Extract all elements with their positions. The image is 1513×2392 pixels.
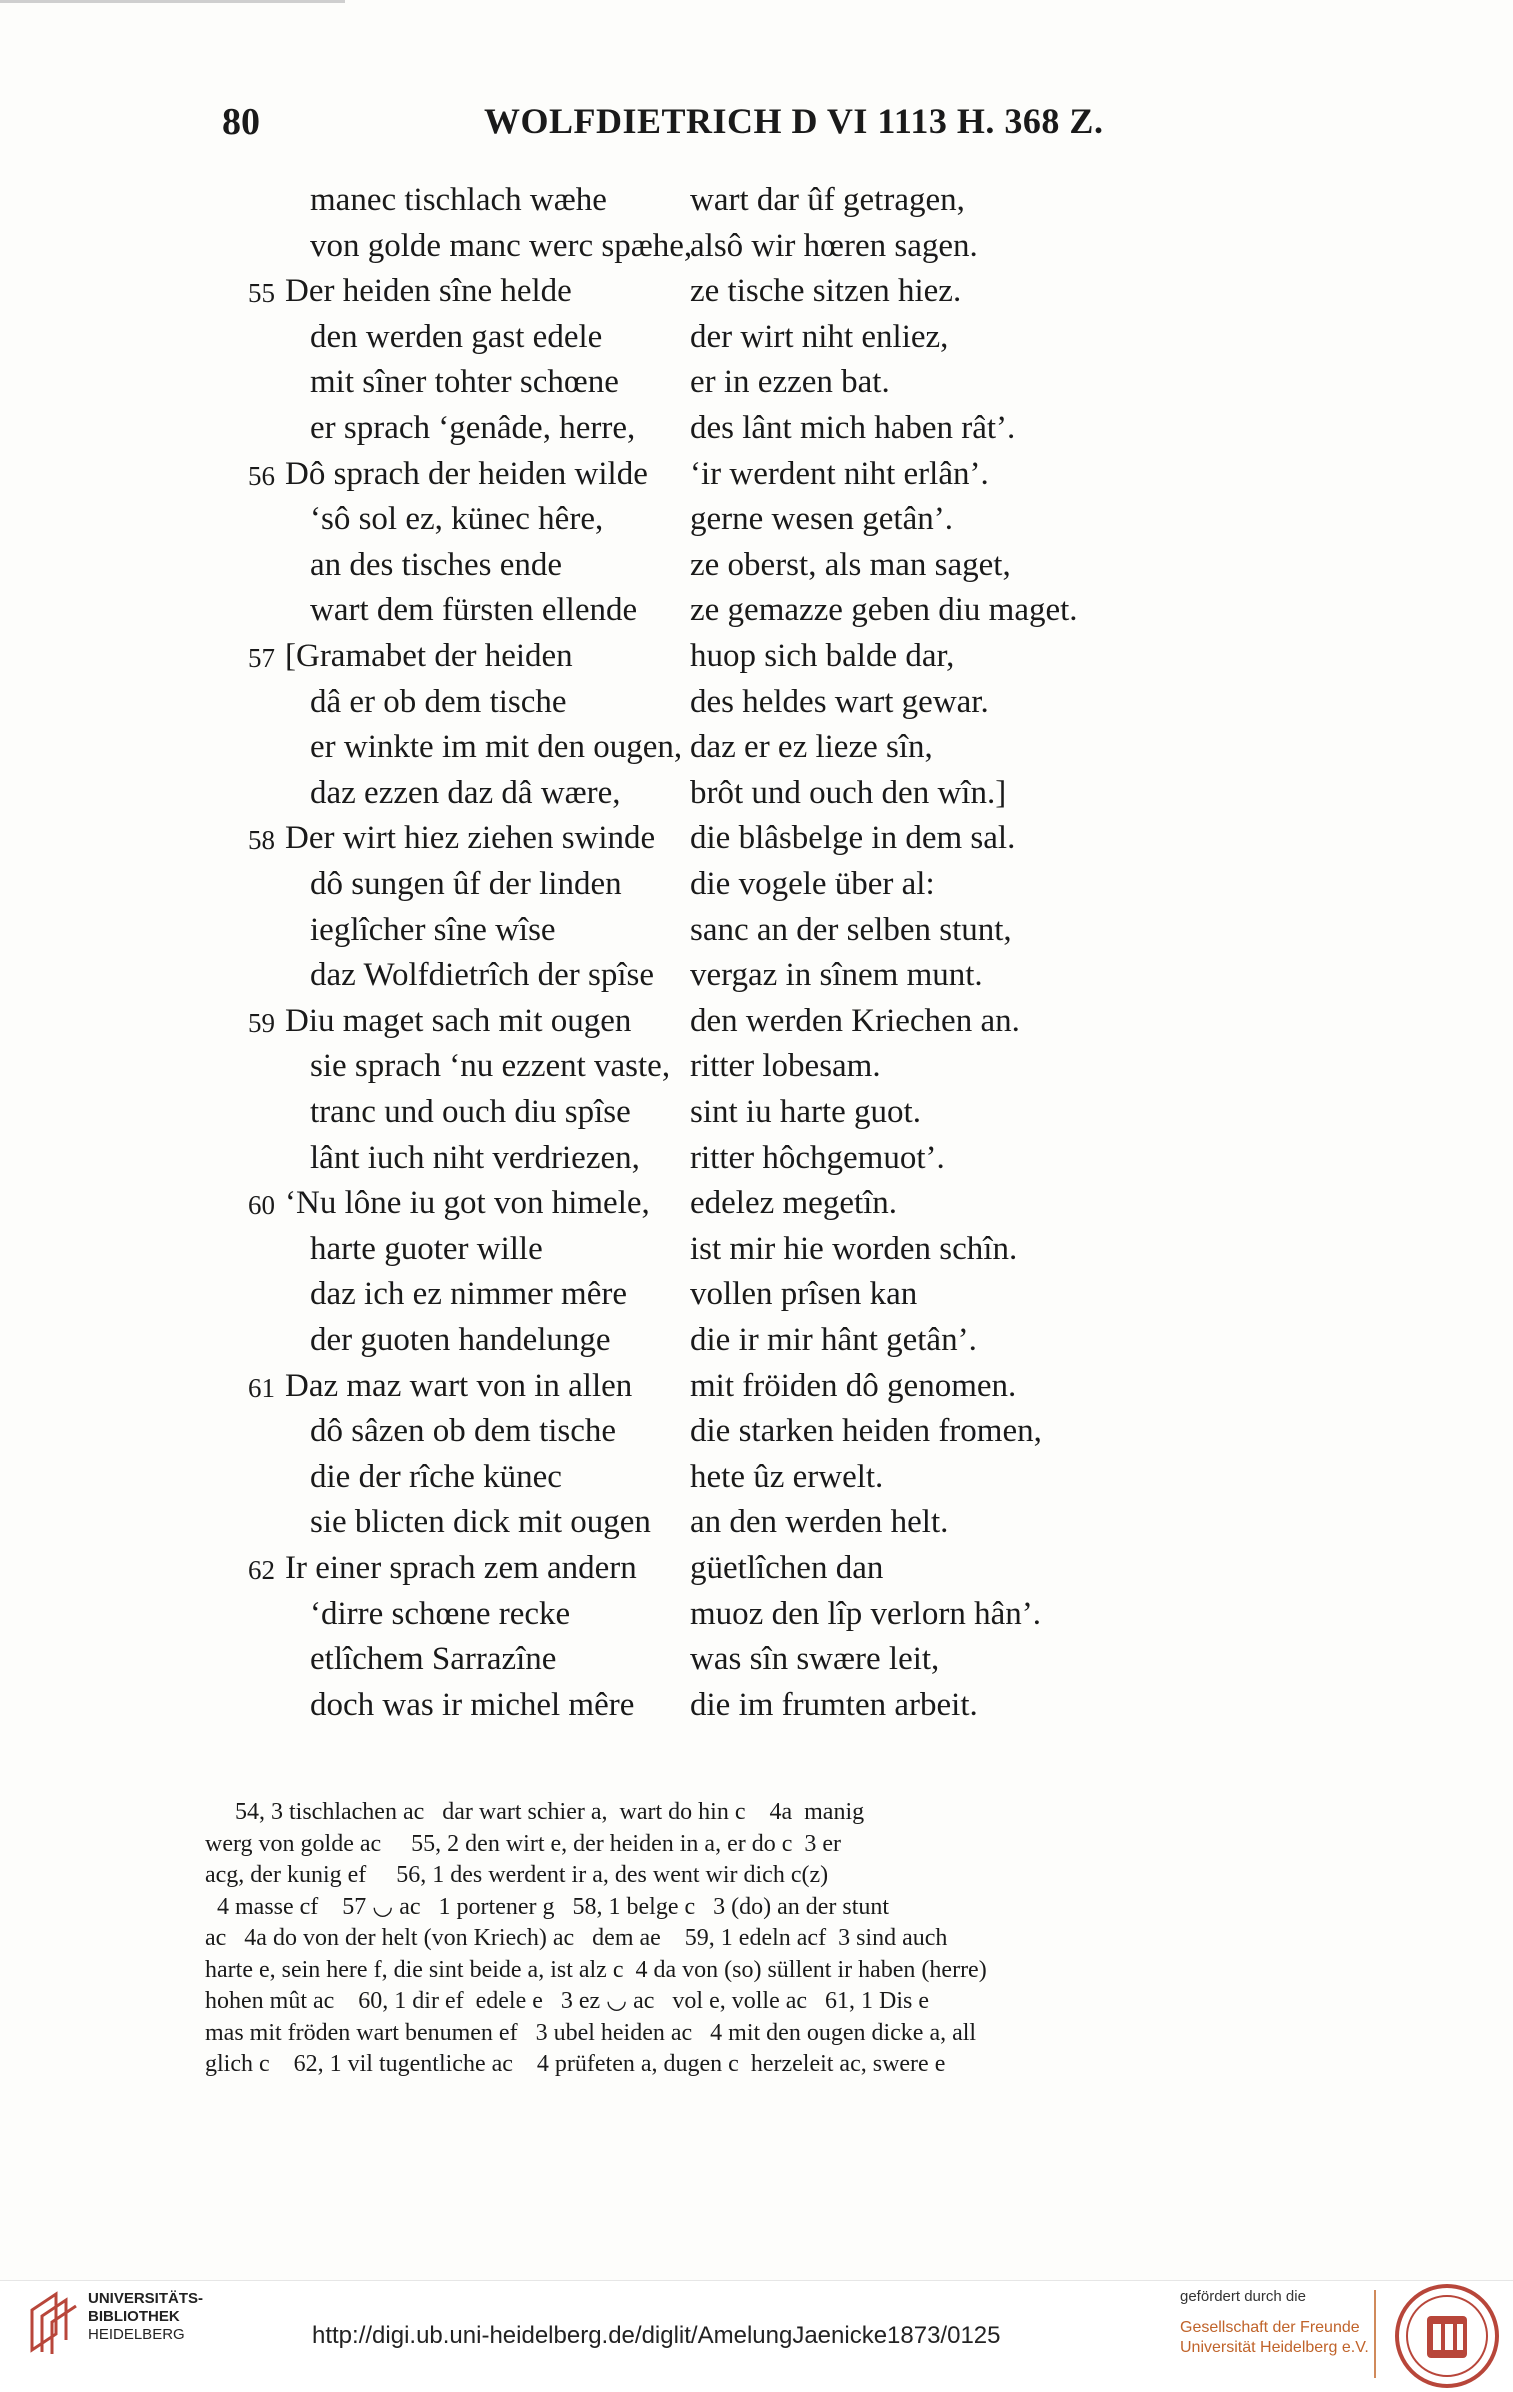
verse-first-half: ‘dirre schœne recke: [310, 1595, 571, 1632]
verse-second-half: hete ûz erwelt.: [690, 1458, 884, 1495]
verse-line: [0, 729, 1513, 775]
verse-second-half: vollen prîsen kan: [690, 1276, 918, 1313]
verse-second-half: die im frumten arbeit.: [690, 1686, 978, 1723]
verse-first-half: daz ich ez nimmer mêre: [310, 1276, 627, 1313]
verse-second-half: ist mir hie worden schîn.: [690, 1230, 1018, 1267]
verse-second-half: den werden Kriechen an.: [690, 1002, 1020, 1039]
stanza-number: 56: [248, 460, 275, 491]
verse-line: [0, 866, 1513, 912]
verse-line: [0, 1413, 1513, 1459]
verse-line: [0, 364, 1513, 410]
verse-line: [0, 182, 1513, 228]
verse-second-half: edelez megetîn.: [690, 1185, 898, 1222]
verse-line: [0, 547, 1513, 593]
verse-line: [0, 456, 1513, 502]
verse-second-half: muoz den lîp verlorn hân’.: [690, 1595, 1041, 1632]
verse-second-half: ze oberst, als man saget,: [690, 546, 1011, 583]
footnote-line: 54, 3 tischlachen ac dar wart schier a, wart do hin c 4a manig: [205, 1799, 865, 1825]
verse-first-half: daz ezzen daz dâ wære,: [310, 774, 621, 811]
verse-line: [0, 1459, 1513, 1505]
verse-line: [0, 1048, 1513, 1094]
verse-first-half: sie blicten dick mit ougen: [310, 1504, 651, 1541]
stanza-number: 55: [248, 278, 275, 309]
verse-line: [0, 1003, 1513, 1049]
verse-second-half: der wirt niht enliez,: [690, 318, 949, 355]
verse-line: [0, 1094, 1513, 1140]
verse-line: [0, 957, 1513, 1003]
verse-line: [0, 273, 1513, 319]
page-number: 80: [222, 101, 260, 143]
footnote-line: acg, der kunig ef 56, 1 des werdent ir a, des went wir dich c(z): [205, 1862, 829, 1888]
footnote-line: glich c 62, 1 vil tugentliche ac 4 prüfeten a, dugen c herzeleit ac, swere e: [205, 2051, 946, 2077]
stanza-number: 58: [248, 825, 275, 856]
verse-second-half: er in ezzen bat.: [690, 364, 890, 401]
verse-second-half: daz er ez lieze sîn,: [690, 729, 933, 766]
verse-second-half: brôt und ouch den wîn.]: [690, 774, 1007, 811]
verse-first-half: dô sâzen ob dem tische: [310, 1413, 617, 1450]
stanza-number: 59: [248, 1007, 275, 1038]
verse-line: [0, 1185, 1513, 1231]
verse-line: [0, 1550, 1513, 1596]
verse-line: [0, 1140, 1513, 1186]
verse-first-half: Ir einer sprach zem andern: [285, 1550, 637, 1586]
verse-first-half: der guoten handelunge: [310, 1322, 611, 1358]
verse-first-half: daz Wolfdietrîch der spîse: [310, 957, 655, 994]
verse-second-half: ze tische sitzen hiez.: [690, 273, 962, 310]
verse-line: [0, 912, 1513, 958]
footnote-line: mas mit fröden wart benumen ef 3 ubel heiden ac 4 mit den ougen dicke a, all: [205, 2019, 977, 2046]
verse-second-half: an den werden helt.: [690, 1504, 949, 1541]
library-name-line3: HEIDELBERG: [88, 2326, 185, 2343]
verse-second-half: die blâsbelge in dem sal.: [690, 820, 1016, 857]
verse-first-half: er winkte im mit den ougen,: [310, 729, 683, 766]
verse-second-half: mit fröiden dô genomen.: [690, 1367, 1017, 1404]
verse-line: [0, 820, 1513, 866]
verse-second-half: ‘ir werdent niht erlân’.: [690, 455, 989, 492]
verse-second-half: sint iu harte guot.: [690, 1094, 921, 1130]
footnote-line: harte e, sein here f, die sint beide a, ist alz c 4 da von (so) süllent ir haben (herre): [205, 1956, 987, 1983]
verse-first-half: Diu maget sach mit ougen: [285, 1002, 632, 1039]
footnotes: [205, 1797, 1325, 2081]
society-name-line1: Gesellschaft der Freunde: [1180, 2319, 1360, 2336]
verse-first-half: Der wirt hiez ziehen swinde: [285, 820, 656, 857]
verse-first-half: ieglîcher sîne wîse: [310, 911, 556, 948]
verse-second-half: des lânt mich haben rât’.: [690, 410, 1016, 446]
verse-line: [0, 592, 1513, 638]
verse-first-half: von golde manc werc spæhe,: [310, 227, 693, 264]
library-name-line2: BIBLIOTHEK: [88, 2308, 180, 2325]
verse-line: [0, 410, 1513, 456]
verse-line: [0, 319, 1513, 365]
footer-divider: [1374, 2290, 1376, 2378]
verse-second-half: ritter hôchgemuot’.: [690, 1139, 945, 1176]
verse-first-half: doch was ir michel mêre: [310, 1686, 635, 1723]
verse-second-half: wart dar ûf getragen,: [690, 182, 965, 218]
verse-line: [0, 775, 1513, 821]
verse-second-half: ze gemazze geben diu maget.: [690, 592, 1078, 629]
stanza-number: 57: [248, 643, 275, 673]
verse-second-half: was sîn swære leit,: [690, 1641, 940, 1678]
footnote-line: werg von golde ac 55, 2 den wirt e, der heiden in a, er do c 3 er: [205, 1830, 842, 1857]
verse-line: [0, 228, 1513, 274]
verse-second-half: vergaz in sînem munt.: [690, 957, 983, 994]
verse-first-half: tranc und ouch diu spîse: [310, 1094, 631, 1130]
stanza-number: 60: [248, 1190, 275, 1221]
verse-line: [0, 1231, 1513, 1277]
verse-line: [0, 1368, 1513, 1414]
library-name: [88, 2290, 203, 2344]
verse-second-half: ritter lobesam.: [690, 1048, 881, 1085]
verse-first-half: mit sîner tohter schœne: [310, 364, 619, 401]
page-header: [222, 100, 1122, 150]
verse-first-half: Der heiden sîne helde: [285, 273, 572, 310]
verse-line: [0, 1322, 1513, 1368]
verse-first-half: dô sungen ûf der linden: [310, 866, 622, 902]
scan-edge-line: [0, 0, 345, 3]
verse-first-half: manec tischlach wæhe: [310, 182, 607, 218]
verse-second-half: die vogele über al:: [690, 866, 935, 902]
verse-second-half: die ir mir hânt getân’.: [690, 1322, 977, 1358]
footnote-line: ac 4a do von der helt (von Kriech) ac dem ae 59, 1 edeln acf 3 sind auch: [205, 1925, 948, 1951]
verse-first-half: ‘Nu lône iu got von himele,: [285, 1185, 650, 1222]
verse-first-half: wart dem fürsten ellende: [310, 592, 638, 629]
verse-line: [0, 1504, 1513, 1550]
footnote-line: hohen mût ac 60, 1 dir ef edele e 3 ez ◡ ac vol e, volle ac 61, 1 Dis e: [205, 1988, 930, 2014]
verse-first-half: lânt iuch niht verdriezen,: [310, 1139, 640, 1176]
verse-second-half: huop sich balde dar,: [690, 638, 955, 674]
verse-line: [0, 684, 1513, 730]
verse-first-half: [Gramabet der heiden: [285, 638, 573, 674]
verse-first-half: an des tisches ende: [310, 546, 562, 583]
verse-first-half: Daz maz wart von in allen: [285, 1367, 633, 1404]
verse-line: [0, 1687, 1513, 1733]
verse-second-half: des heldes wart gewar.: [690, 683, 989, 720]
verse-second-half: sanc an der selben stunt,: [690, 911, 1012, 948]
university-seal-icon: [1393, 2282, 1501, 2390]
verse-line: [0, 638, 1513, 684]
footnote-line: 4 masse cf 57 ◡ ac 1 portener g 58, 1 belge c 3 (do) an der stunt: [205, 1893, 890, 1920]
stanza-number: 61: [248, 1372, 275, 1403]
verse-first-half: den werden gast edele: [310, 318, 603, 355]
permalink-url[interactable]: http://digi.ub.uni-heidelberg.de/diglit/AmelungJaenicke1873/0125: [312, 2322, 1001, 2349]
verse-first-half: die der rîche künec: [310, 1458, 562, 1495]
verse-first-half: sie sprach ‘nu ezzent vaste,: [310, 1048, 671, 1085]
running-title: WOLFDIETRICH D VI 1113 H. 368 Z.: [484, 101, 1104, 141]
verse-first-half: etlîchem Sarrazîne: [310, 1641, 557, 1678]
verse-second-half: gerne wesen getân’.: [690, 501, 953, 538]
university-library-logo-icon: [26, 2290, 80, 2354]
verse-first-half: harte guoter wille: [310, 1230, 543, 1267]
verse-line: [0, 1596, 1513, 1642]
verse-first-half: ‘sô sol ez, künec hêre,: [310, 501, 604, 538]
verse-first-half: Dô sprach der heiden wilde: [285, 455, 648, 492]
funded-by-label: gefördert durch die: [1180, 2288, 1306, 2305]
verse-first-half: dâ er ob dem tische: [310, 683, 567, 720]
verse-line: [0, 1276, 1513, 1322]
verse-second-half: die starken heiden fromen,: [690, 1413, 1042, 1450]
verse-line: [0, 501, 1513, 547]
verse-line: [0, 1641, 1513, 1687]
society-name: [1180, 2318, 1369, 2358]
library-name-line1: UNIVERSITÄTS-: [88, 2290, 204, 2307]
verse-second-half: güetlîchen dan: [690, 1550, 884, 1586]
stanza-number: 62: [248, 1555, 275, 1585]
society-name-line2: Universität Heidelberg e.V.: [1180, 2339, 1369, 2356]
verse-first-half: er sprach ‘genâde, herre,: [310, 410, 636, 446]
verse-second-half: alsô wir hœren sagen.: [690, 227, 978, 264]
